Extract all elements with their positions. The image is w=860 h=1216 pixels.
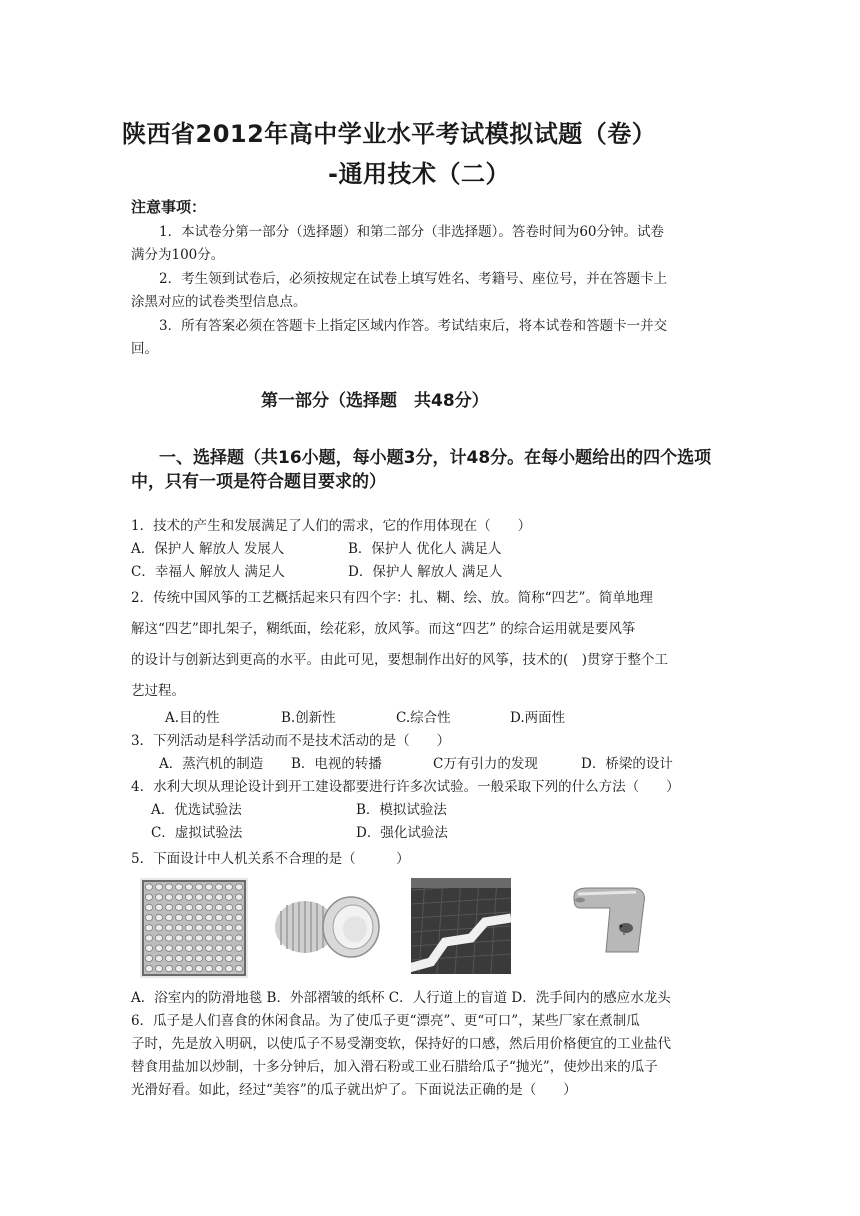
sensor-faucet-image xyxy=(566,884,650,958)
question-1-option-a: A．保护人 解放人 发展人 xyxy=(131,541,285,557)
page-subtitle: -通用技术（二） xyxy=(328,160,510,188)
notice-line: 1．本试卷分第一部分（选择题）和第二部分（非选择题）。答卷时间为60分钟。试卷 xyxy=(159,224,665,240)
question-6-line: 子时，先是放入明矾，以使瓜子不易受潮变软，保持好的口感，然后用价格便宜的工业盐代 xyxy=(131,1036,671,1052)
question-2-option-d: D.两面性 xyxy=(510,710,566,726)
section-heading-line1: 一、选择题（共16小题，每小题3分，计48分。在每小题给出的四个选项 xyxy=(159,448,712,468)
question-1-option-b: B．保护人 优化人 满足人 xyxy=(348,541,502,557)
question-4-option-b: B．模拟试验法 xyxy=(356,802,447,818)
question-1-option-c: C．幸福人 解放人 满足人 xyxy=(131,564,285,580)
question-2-line: 艺过程。 xyxy=(131,683,185,699)
question-2-option-a: A.目的性 xyxy=(165,710,220,726)
question-3-option-a: A．蒸汽机的制造 xyxy=(159,756,264,772)
notice-line: 2．考生领到试卷后，必须按规定在试卷上填写姓名、考籍号、座位号，并在答题卡上 xyxy=(159,271,668,287)
question-4-option-a: A．优选试验法 xyxy=(151,802,242,818)
question-3-option-d: D．桥梁的设计 xyxy=(581,756,673,772)
question-4-stem: 4．水利大坝从理论设计到开工建设都要进行许多次试验。一般采取下列的什么方法（ ） xyxy=(131,779,680,795)
question-2-option-b: B.创新性 xyxy=(281,710,336,726)
question-1-stem: 1．技术的产生和发展满足了人们的需求，它的作用体现在（ ） xyxy=(131,518,532,534)
question-4-option-d: D．强化试验法 xyxy=(356,825,448,841)
notice-line: 回。 xyxy=(131,341,158,357)
question-2-option-c: C.综合性 xyxy=(396,710,451,726)
section-heading-line2: 中，只有一项是符合题目要求的） xyxy=(131,472,386,492)
question-6-line: 光滑好看。如此，经过“美容”的瓜子就出炉了。下面说法正确的是（ ） xyxy=(131,1082,577,1098)
question-3-stem: 3．下列活动是科学活动而不是技术活动的是（ ） xyxy=(131,733,451,749)
question-1-option-d: D．保护人 解放人 满足人 xyxy=(348,564,503,580)
question-2-line: 2．传统中国风筝的工艺概括起来只有四个字：扎、糊、绘、放。简称“四艺”。简单地理 xyxy=(131,590,653,606)
anti-slip-mat-image xyxy=(140,878,248,978)
notice-line: 涂黑对应的试卷类型信息点。 xyxy=(131,294,307,310)
paper-cups-image xyxy=(267,885,383,967)
question-6-line: 替食用盐加以炒制，十多分钟后，加入滑石粉或工业石腊给瓜子“抛光”，使炒出来的瓜子 xyxy=(131,1059,658,1075)
question-3-option-c: C万有引力的发现 xyxy=(433,756,538,772)
question-3-option-b: B．电视的转播 xyxy=(291,756,382,772)
question-5-stem: 5．下面设计中人机关系不合理的是（ ） xyxy=(131,851,410,867)
notice-line: 3．所有答案必须在答题卡上指定区域内作答。考试结束后，将本试卷和答题卡一并交 xyxy=(159,318,668,334)
question-4-option-c: C．虚拟试验法 xyxy=(151,825,243,841)
part1-heading: 第一部分（选择题 共48分） xyxy=(261,391,489,411)
question-6-line: 6．瓜子是人们喜食的休闲食品。为了使瓜子更“漂亮”、更“可口”，某些厂家在煮制瓜 xyxy=(131,1013,640,1029)
notice-heading: 注意事项： xyxy=(131,198,207,216)
question-2-line: 的设计与创新达到更高的水平。由此可见，要想制作出好的风筝，技术的( )贯穿于整个工 xyxy=(131,652,669,668)
question-5-options: A．浴室内的防滑地毯 B．外部褶皱的纸杯 C．人行道上的盲道 D．洗手间内的感应水龙头 xyxy=(131,990,671,1006)
page-title: 陕西省2012年高中学业水平考试模拟试题（卷） xyxy=(122,120,657,148)
blind-path-image xyxy=(411,878,511,974)
notice-line: 满分为100分。 xyxy=(131,247,225,263)
question-2-line: 解这“四艺”即扎架子，糊纸面，绘花彩，放风筝。而这“四艺” 的综合运用就是要风筝 xyxy=(131,621,636,637)
